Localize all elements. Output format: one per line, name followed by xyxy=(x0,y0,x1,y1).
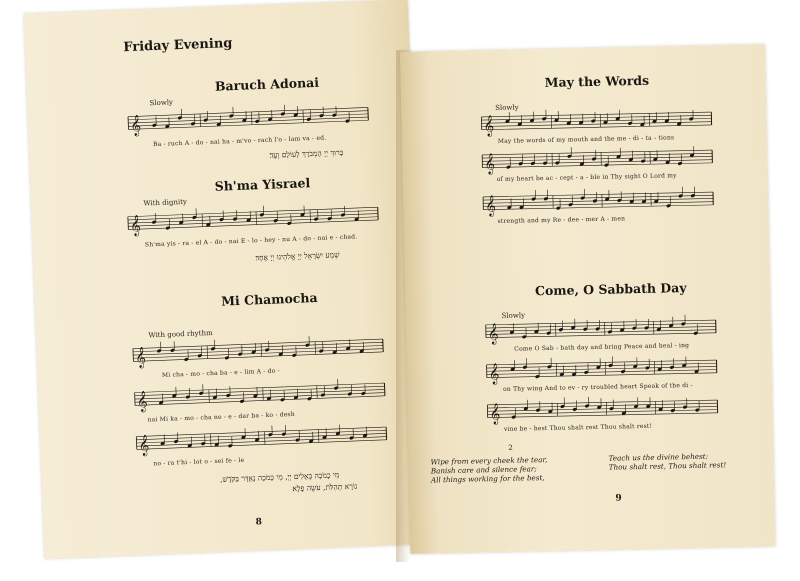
tempo-marking: With dignity xyxy=(143,197,188,208)
treble-clef: 𝄞 xyxy=(489,403,501,425)
verse-left-column xyxy=(430,455,547,484)
hebrew-text: נוֹרָא תְהִלֹּת, עֹשֵׂה פֶלֶא׃ xyxy=(292,481,358,494)
music-staff xyxy=(486,315,716,345)
treble-clef: 𝄞 xyxy=(138,434,150,457)
treble-clef: 𝄞 xyxy=(483,115,495,137)
song-title-may-the-words: May the Words xyxy=(544,72,650,90)
lyrics-line: Come O Sab - bath day and bring Peace and heal - ing xyxy=(514,342,690,353)
song-title-baruch-adonai: Baruch Adonai xyxy=(214,74,320,94)
song-title-shma-yisrael: Sh'ma Yisrael xyxy=(214,175,311,194)
treble-clef: 𝄞 xyxy=(488,363,500,385)
hebrew-text: בָּרוּךְ יְיָ הַמְבֹרָךְ לְעוֹלָם וָעֶד׃ xyxy=(269,147,344,160)
verse-number: 2 xyxy=(508,443,513,452)
treble-clef: 𝄞 xyxy=(129,114,142,137)
left-page xyxy=(24,0,429,559)
lyrics-line: nai Mi ka - mo - cha ne - e - dar ba - ko - desh xyxy=(147,410,295,424)
page-number: 8 xyxy=(255,517,263,528)
right-page xyxy=(400,44,775,554)
tempo-marking: Slowly xyxy=(149,98,174,108)
lyrics-line: no - ra t'hi - lot o - sei fe - le xyxy=(153,456,245,468)
music-staff xyxy=(136,420,387,456)
lyrics-line: vine be - hest Thou shalt rest Thou shalt rest! xyxy=(503,422,653,433)
lyrics-line: strength and my Re - dee - mer A - men xyxy=(497,215,626,225)
tempo-marking: Slowly xyxy=(495,103,519,113)
music-staff xyxy=(481,107,711,137)
verse-right-column xyxy=(608,451,726,471)
verse-line: All things working for the best, xyxy=(430,473,545,485)
tempo-marking: Slowly xyxy=(501,311,526,320)
verse-line: Teach us the divine behest: xyxy=(608,451,709,463)
song-title-mi-chamocha: Mi Chamocha xyxy=(220,289,318,309)
hebrew-text: שְׁמַע יִשְׂרָאֵל יְיָ אֱלֹהֵינוּ יְיָ אֶחָד׃ xyxy=(255,250,340,263)
music-staff xyxy=(482,145,712,175)
lyrics-line: May the words of my mouth and the me - di - ta - tions xyxy=(497,134,675,145)
lyrics-line: Mi cha - mo - cha ba - e - lim A - do - xyxy=(161,367,280,379)
treble-clef: 𝄞 xyxy=(134,346,147,369)
music-staff xyxy=(486,355,716,385)
lyrics-line: Ba - ruch A - do - nai ha - m'vo - rach l'o - lam va - ed. xyxy=(152,134,327,149)
treble-clef: 𝄞 xyxy=(136,390,149,413)
section-heading: Friday Evening xyxy=(123,36,233,56)
treble-clef: 𝄞 xyxy=(487,323,499,345)
treble-clef: 𝄞 xyxy=(484,153,496,175)
treble-clef: 𝄞 xyxy=(485,195,497,217)
verse-line: Thou shalt rest, Thou shalt rest! xyxy=(608,460,727,472)
music-staff xyxy=(134,376,385,412)
music-staff xyxy=(487,395,717,425)
tempo-marking: With good rhythm xyxy=(148,328,213,340)
hebrew-text: מִי כָמֹכָה בָּאֵלִים יְיָ, מִי כָּמֹכָה נֶאְדָּר בַּקֹּדֶשׁ, xyxy=(219,470,340,484)
treble-clef: 𝄞 xyxy=(129,215,142,237)
lyrics-line: on Thy wing And to ev - ry troubled heart Speak of the di - xyxy=(503,381,693,393)
music-staff xyxy=(483,187,713,217)
lyrics-line: Sh'ma yis - ra - el A - do - nai E - lo - hey - nu A - do - nai e - chad. xyxy=(144,233,358,249)
lyrics-line: of my heart be ac - cept - a - ble in Thy sight O Lord my xyxy=(496,172,677,184)
verse-line: Wipe from every cheek the tear, xyxy=(430,455,548,467)
verse-line: Banish care and silence fear; xyxy=(430,464,537,476)
song-title-come-o-sabbath-day: Come, O Sabbath Day xyxy=(534,280,687,299)
page-number: 9 xyxy=(615,493,622,504)
